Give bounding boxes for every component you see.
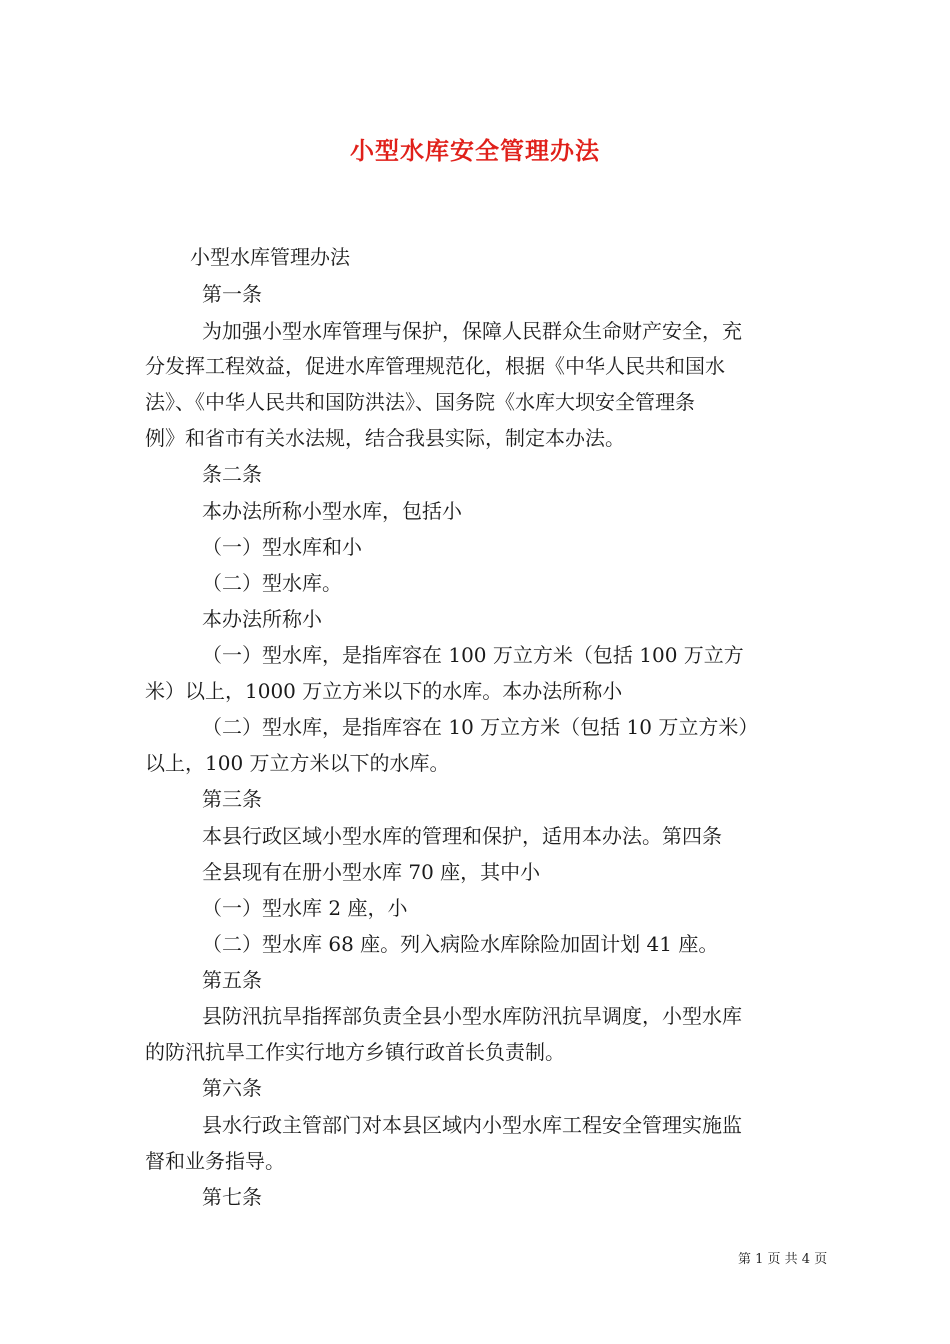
article-heading: 第六条 xyxy=(202,1076,262,1100)
article-heading: 第七条 xyxy=(202,1185,262,1209)
paragraph-line: 县防汛抗旱指挥部负责全县小型水库防汛抗旱调度，小型水库 xyxy=(202,1004,742,1028)
paragraph-line: 以上，100 万立方米以下的水库。 xyxy=(145,751,450,775)
article-heading: 条二条 xyxy=(202,462,262,486)
paragraph-line: （二）型水库。 xyxy=(202,571,342,595)
paragraph-line: 本县行政区域小型水库的管理和保护，适用本办法。第四条 xyxy=(202,824,722,848)
paragraph-line: （二）型水库 68 座。列入病险水库除险加固计划 41 座。 xyxy=(202,932,719,956)
page-number-footer: 第 1 页 共 4 页 xyxy=(738,1252,828,1267)
article-heading: 第三条 xyxy=(202,787,262,811)
paragraph-line: 本办法所称小 xyxy=(202,607,322,631)
paragraph-line: 分发挥工程效益，促进水库管理规范化，根据《中华人民共和国水 xyxy=(145,354,725,378)
paragraph-line: （一）型水库，是指库容在 100 万立方米（包括 100 万立方 xyxy=(202,643,744,667)
paragraph-line: 本办法所称小型水库，包括小 xyxy=(202,499,462,523)
paragraph-line: 的防汛抗旱工作实行地方乡镇行政首长负责制。 xyxy=(145,1040,565,1064)
paragraph-line: 全县现有在册小型水库 70 座，其中小 xyxy=(202,860,541,884)
paragraph-line: 县水行政主管部门对本县区域内小型水库工程安全管理实施监 xyxy=(202,1113,742,1137)
paragraph-line: （一）型水库 2 座，小 xyxy=(202,896,408,920)
paragraph-line: （二）型水库，是指库容在 10 万立方米（包括 10 万立方米） xyxy=(202,715,759,739)
paragraph-line: 为加强小型水库管理与保护，保障人民群众生命财产安全，充 xyxy=(202,319,742,343)
document-title: 小型水库安全管理办法 xyxy=(350,136,600,165)
subtitle-line: 小型水库管理办法 xyxy=(190,245,350,269)
article-heading: 第一条 xyxy=(202,282,262,306)
article-heading: 第五条 xyxy=(202,968,262,992)
paragraph-line: （一）型水库和小 xyxy=(202,535,362,559)
paragraph-line: 米）以上，1000 万立方米以下的水库。本办法所称小 xyxy=(145,679,623,703)
paragraph-line: 法》、《中华人民共和国防洪法》、国务院《水库大坝安全管理条 xyxy=(145,390,695,414)
paragraph-line: 例》和省市有关水法规，结合我县实际，制定本办法。 xyxy=(145,426,625,450)
paragraph-line: 督和业务指导。 xyxy=(145,1149,285,1173)
